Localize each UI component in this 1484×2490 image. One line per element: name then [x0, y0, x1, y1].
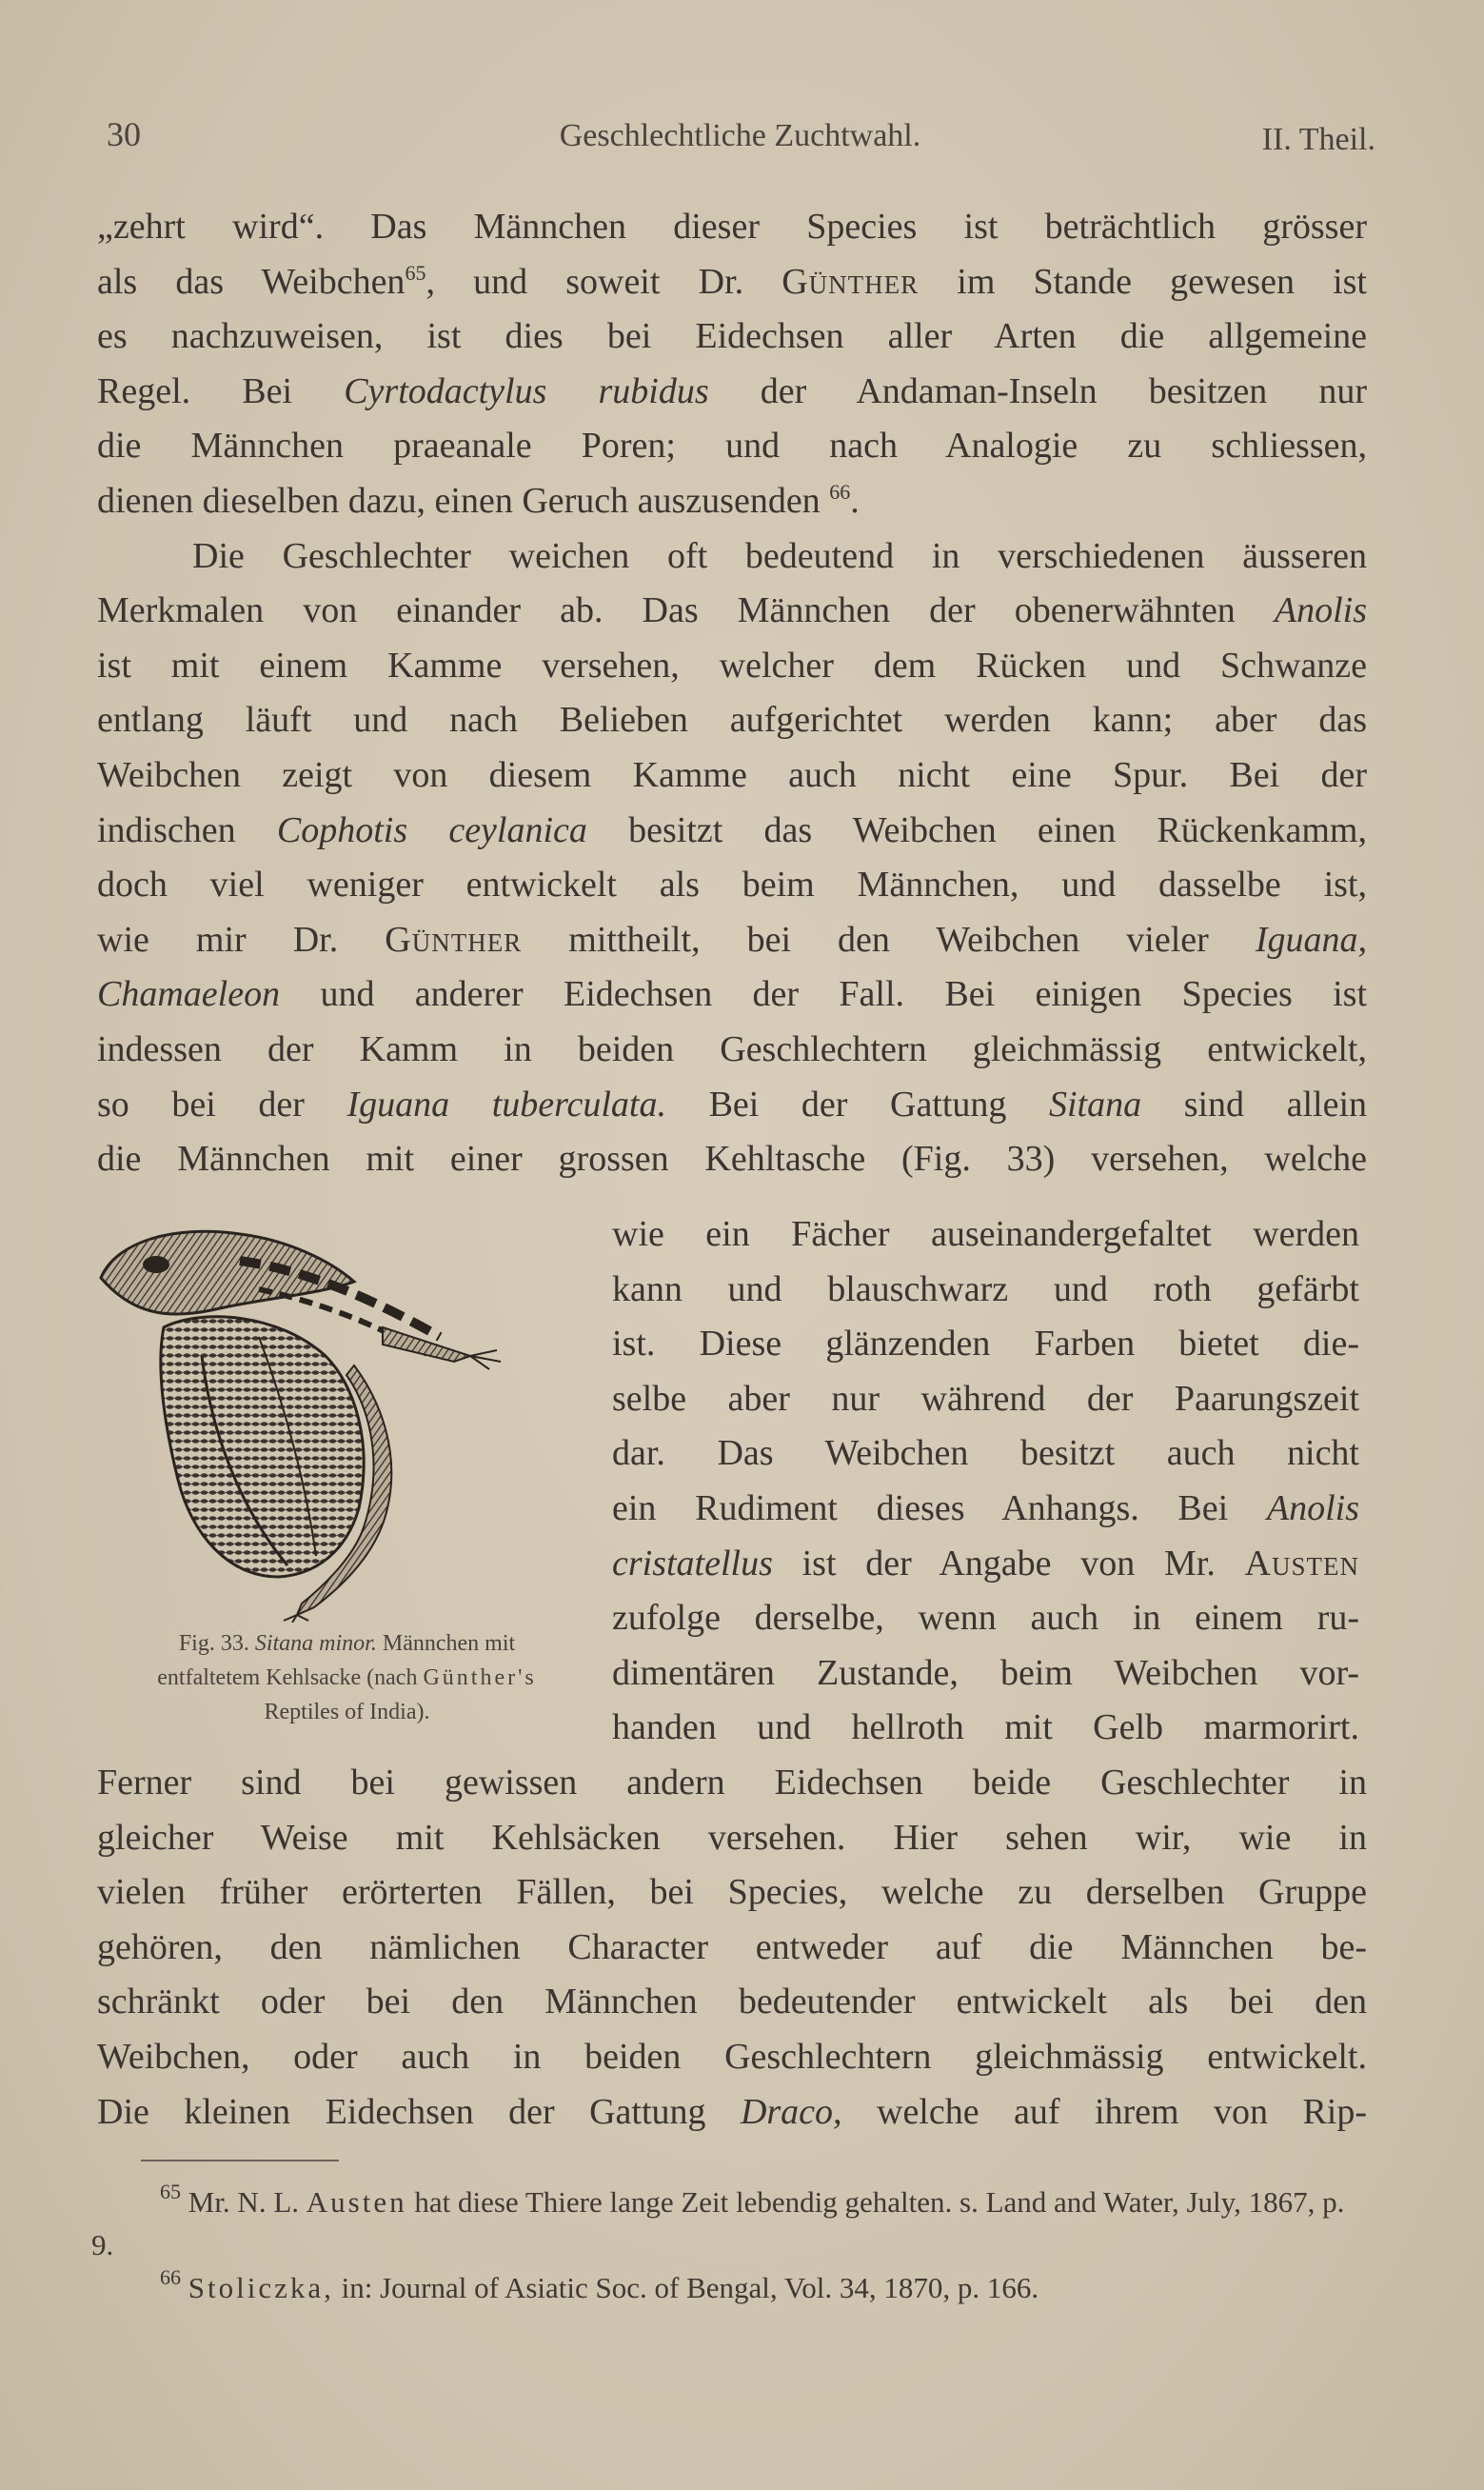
text-line: zufolge derselbe, wenn auch in einem ru-	[612, 1598, 1359, 1639]
lizard-illustration	[97, 1223, 597, 1623]
author-name: Günther	[782, 261, 920, 302]
text-line: entlang läuft und nach Belieben aufgerichtet werden kann; aber das	[97, 700, 1367, 741]
text-line: Die Geschlechter weichen oft bedeutend in verschiedenen äusseren	[192, 535, 1367, 576]
footnote-author: Stoliczka,	[188, 2271, 334, 2304]
text-line: gleicher Weise mit Kehlsäcken versehen. Hier sehen wir, wie in	[97, 1817, 1367, 1858]
text-line: gehören, den nämlichen Character entweder auf die Männchen be-	[97, 1926, 1367, 1967]
caption-line-2: entfaltetem Kehlsacke (nach Günther's	[157, 1665, 537, 1690]
species-name: Iguana tuberculata.	[346, 1084, 666, 1125]
text-line: dimentären Zustande, beim Weibchen vor-	[612, 1652, 1359, 1693]
page-number: 30	[107, 115, 141, 153]
text-line: Chamaeleon und anderer Eidechsen der Fall. Bei einigen Species ist	[97, 974, 1367, 1015]
running-header	[105, 114, 1375, 171]
genus-name: Draco,	[740, 2091, 842, 2132]
text-line: handen und hellroth mit Gelb marmorirt.	[612, 1707, 1359, 1748]
sitana-minor-drawing	[97, 1223, 597, 1623]
part-label: II. Theil.	[1261, 122, 1375, 157]
text-line: Regel. Bei Cyrtodactylus rubidus der Andaman-Inseln besitzen nur	[97, 370, 1368, 411]
footnote-number: 66	[160, 2265, 181, 2289]
body-text-bottom	[97, 1756, 1367, 2140]
genus-name: Sitana	[1049, 1084, 1142, 1125]
text-line: als das Weibchen$^{65}$, und soweit Dr. Günther im Stande gewesen ist	[97, 260, 1367, 302]
genus-name: Anolis	[1266, 1487, 1359, 1528]
footnote-65: $^{65}$ Mr. N. L. Austen hat diese Thiere lange Zeit lebendig gehalten. s. Land and Water, July, 1867, p. 9.	[91, 2180, 1345, 2261]
text-line: selbe aber nur während der Paarungszeit	[612, 1378, 1359, 1419]
author-name: Günther	[385, 919, 523, 960]
species-name: Cyrtodactylus rubidus	[344, 370, 709, 411]
text-line: dar. Das Weibchen besitzt auch nicht	[612, 1433, 1359, 1474]
body-text-wrap	[612, 1207, 1359, 1756]
running-title: Geschlechtliche Zuchtwahl.	[559, 118, 921, 153]
text-line: wie mir Dr. Günther mittheilt, bei den Weibchen vieler Iguana,	[97, 919, 1368, 960]
text-line: so bei der Iguana tuberculata. Bei der Gattung Sitana sind allein	[97, 1084, 1368, 1125]
text-line: kann und blauschwarz und roth gefärbt	[612, 1268, 1359, 1309]
footnote-66: $^{66}$ Stoliczka, in: Journal of Asiatic Soc. of Bengal, Vol. 34, 1870, p. 166.	[160, 2265, 1039, 2304]
author-name: Austen	[1244, 1543, 1359, 1584]
footnote-divider	[141, 2160, 339, 2161]
text-line: schränkt oder bei den Männchen bedeutender entwickelt als bei den	[97, 1982, 1367, 2022]
caption-species: Sitana minor.	[254, 1631, 377, 1656]
text-line: indischen Cophotis ceylanica besitzt das Weibchen einen Rückenkamm,	[97, 809, 1367, 850]
text-line: Weibchen, oder auch in beiden Geschlechtern gleichmässig entwickelt.	[97, 2036, 1367, 2077]
text-line: vielen früher erörterten Fällen, bei Species, welche zu derselben Gruppe	[97, 1872, 1367, 1913]
caption-author: Günther's	[423, 1665, 537, 1690]
text-line: cristatellus ist der Angabe von Mr. Austen	[612, 1543, 1359, 1584]
text-line: dienen dieselben dazu, einen Geruch auszusenden $^{66}$.	[97, 479, 860, 521]
genus-name: Anolis	[1274, 590, 1367, 631]
footnotes	[91, 2181, 1369, 2309]
text-line: „zehrt wird“. Das Männchen dieser Species ist beträchtlich grösser	[97, 207, 1367, 247]
figure-caption	[97, 1626, 597, 1729]
text-line: ein Rudiment dieses Anhangs. Bei Anolis	[612, 1487, 1359, 1528]
text-line: indessen der Kamm in beiden Geschlechtern gleichmässig entwickelt,	[97, 1028, 1367, 1069]
species-name: Cophotis ceylanica	[276, 809, 587, 850]
caption-line-3: Reptiles of India).	[264, 1700, 430, 1724]
footnote-ref-65[interactable]: 65	[405, 260, 426, 285]
text-line: es nachzuweisen, ist dies bei Eidechsen aller Arten die allgemeine	[97, 316, 1367, 357]
genus-name: Chamaeleon	[97, 974, 281, 1015]
footnote-ref-66[interactable]: 66	[829, 479, 851, 504]
text-line: wie ein Fächer auseinandergefaltet werden	[612, 1214, 1359, 1254]
text-line: doch viel weniger entwickelt als beim Männchen, und dasselbe ist,	[97, 865, 1367, 906]
text-line: Ferner sind bei gewissen andern Eidechsen beide Geschlechter in	[97, 1763, 1367, 1803]
text-line: die Männchen mit einer grossen Kehltasche (Fig. 33) versehen, welche	[97, 1139, 1367, 1180]
text-line: die Männchen praeanale Poren; und nach Analogie zu schliessen,	[97, 426, 1367, 467]
text-line: Die kleinen Eidechsen der Gattung Draco, welche auf ihrem von Rip-	[97, 2091, 1368, 2132]
text-line: Merkmalen von einander ab. Das Männchen der obenerwähnten Anolis	[97, 590, 1367, 631]
footnote-author: Austen	[306, 2185, 407, 2219]
genus-name: Iguana,	[1255, 919, 1368, 960]
caption-line-1: Fig. 33. Sitana minor. Männchen mit	[178, 1631, 516, 1656]
text-line: Weibchen zeigt von diesem Kamme auch nicht eine Spur. Bei der	[97, 754, 1367, 795]
footnote-number: 65	[160, 2180, 181, 2203]
species-name: cristatellus	[612, 1543, 773, 1584]
text-line: ist. Diese glänzenden Farben bietet die-	[612, 1324, 1359, 1365]
text-line: ist mit einem Kamme versehen, welcher dem Rücken und Schwanze	[97, 645, 1367, 686]
body-text-top	[97, 200, 1367, 1187]
